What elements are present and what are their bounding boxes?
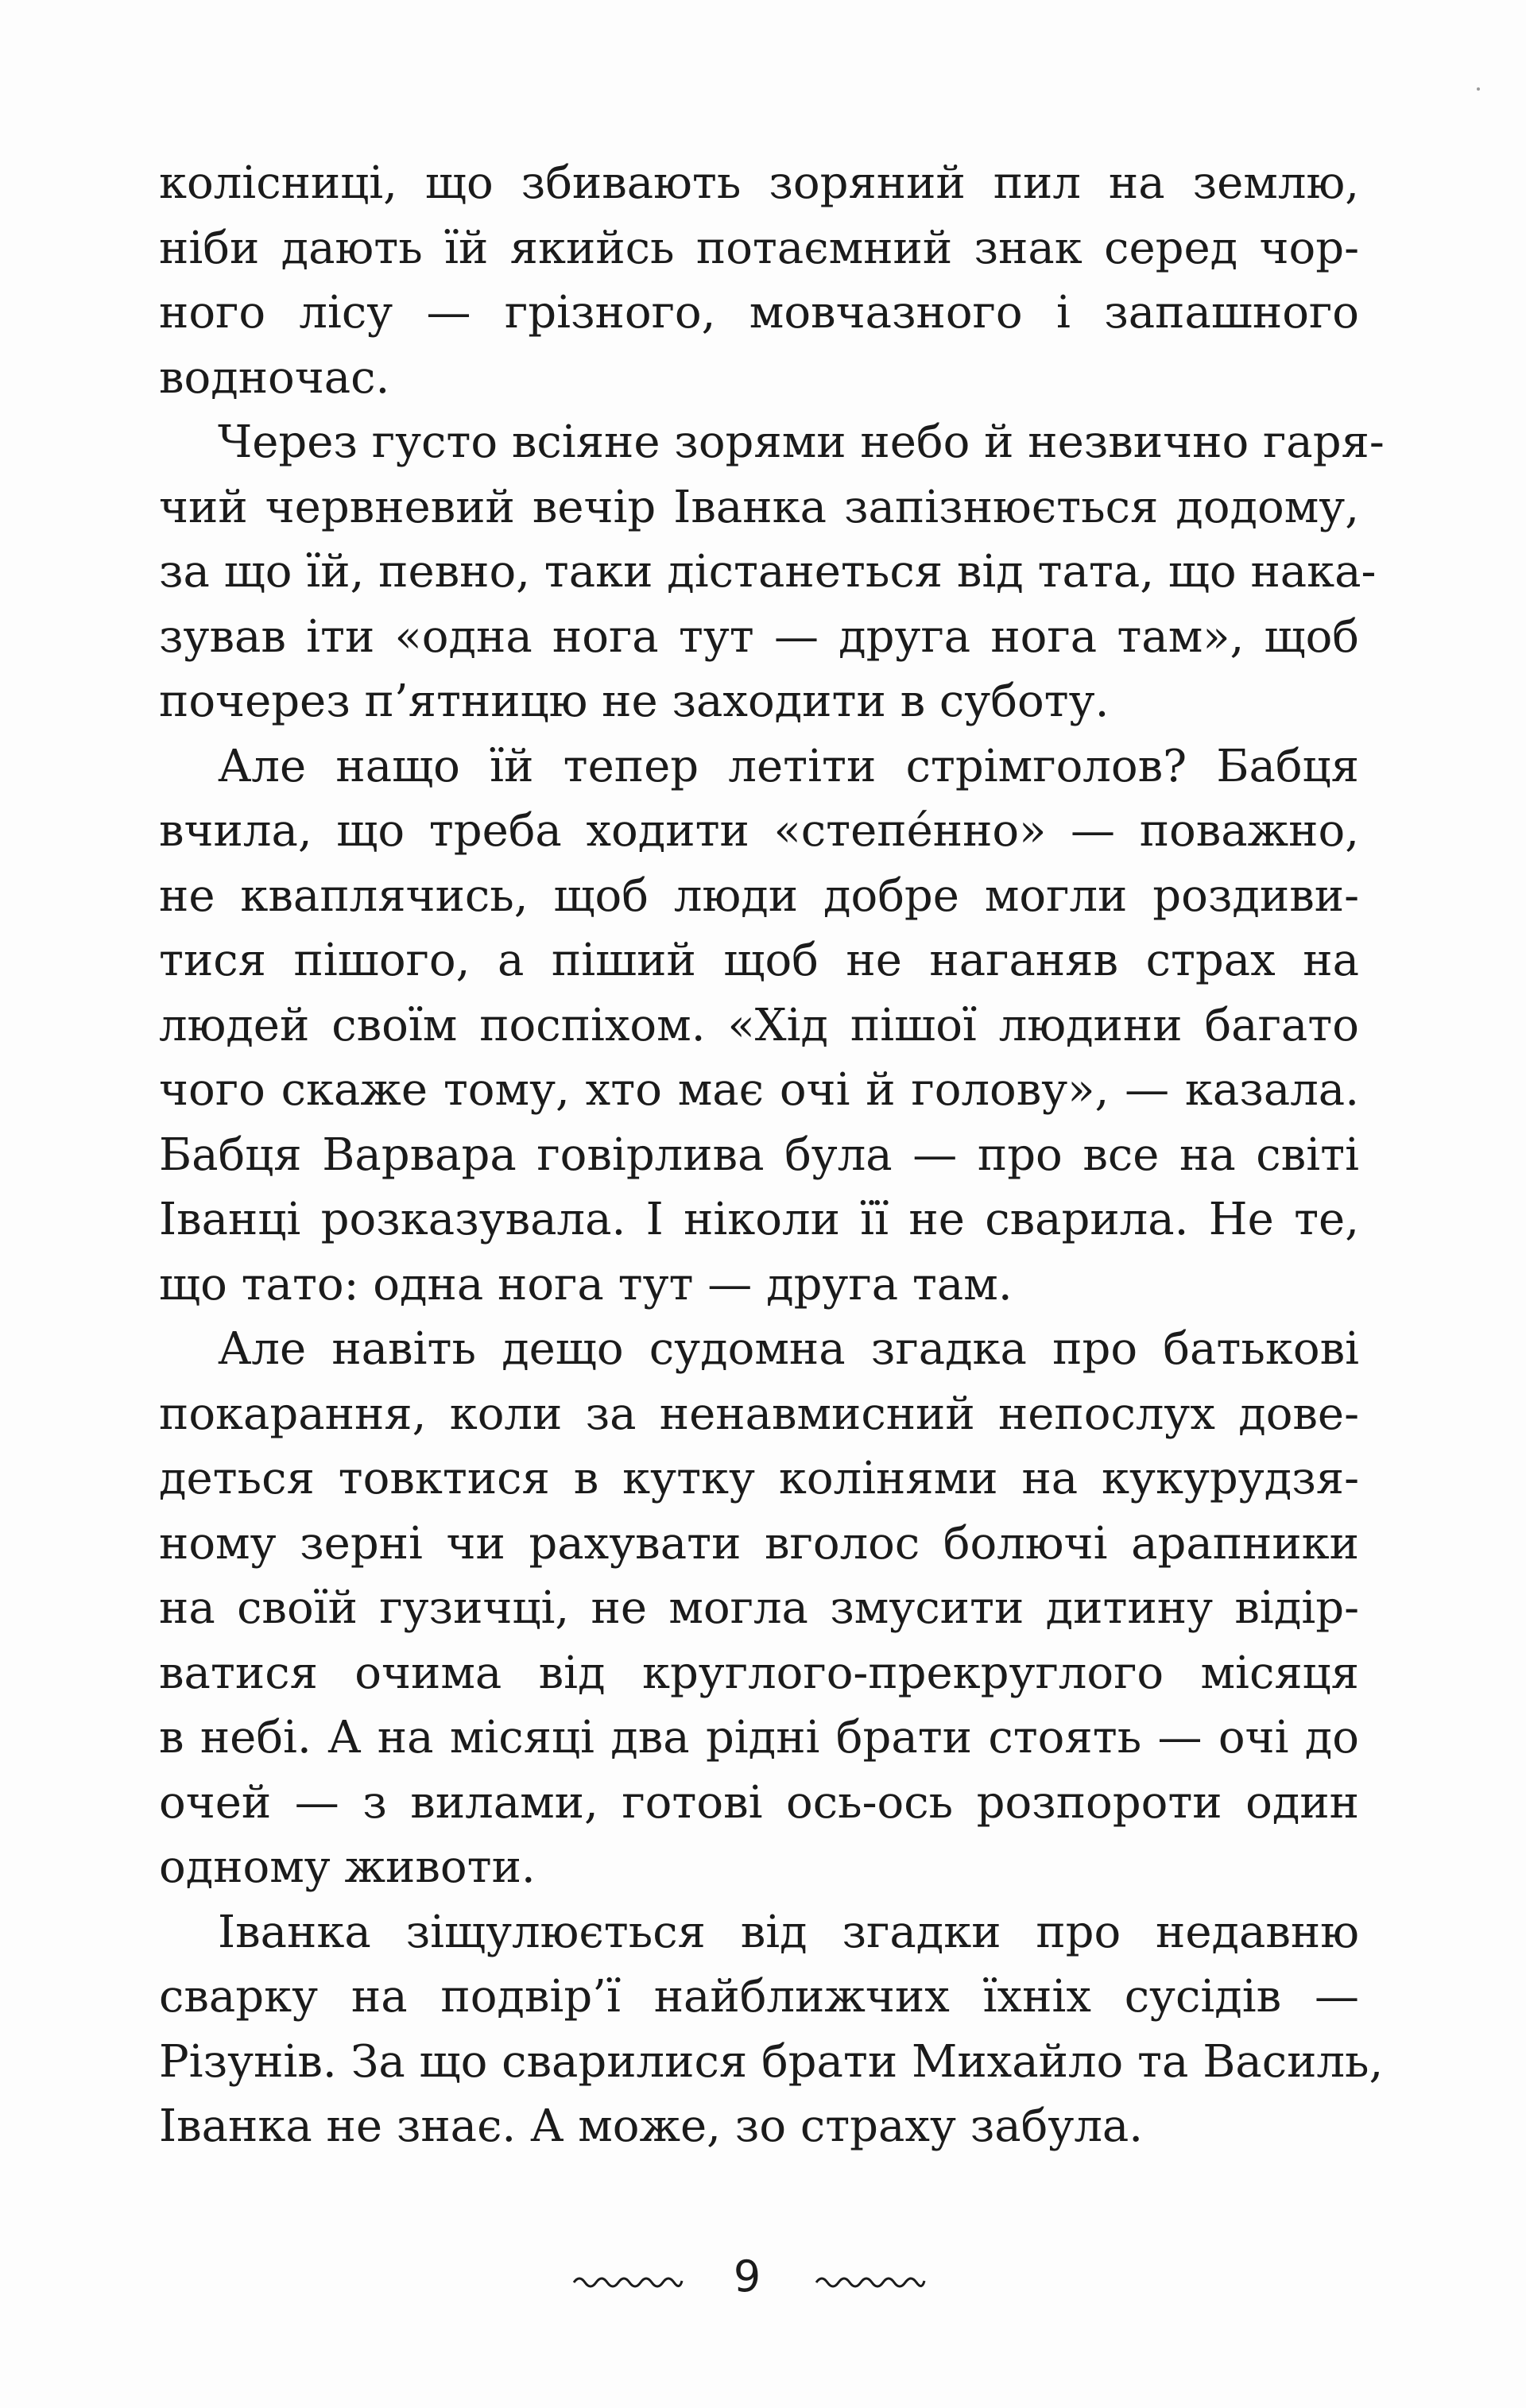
text-line: чий червневий вечір Іванка запізнюється додому, bbox=[159, 481, 1359, 533]
text-line: Але нащо їй тепер летіти стрімголов? Бабця bbox=[218, 740, 1359, 792]
paragraph bbox=[159, 410, 1385, 734]
text-line: Але навіть дещо судомна згадка про батькові bbox=[218, 1323, 1359, 1375]
text-line: сварку на подвір’ї найближчих їхніх сусідів — bbox=[159, 1971, 1359, 2023]
text-line: очей — з вилами, готові ось-ось розпороти один bbox=[159, 1776, 1359, 1829]
text-line: Іванка не знає. А може, зо страху забула. bbox=[159, 2100, 1144, 2152]
text-line: деться товктися в кутку колінями на кукурудзя- bbox=[159, 1453, 1359, 1504]
wave-ornament-icon bbox=[572, 2270, 684, 2289]
body-text bbox=[159, 151, 1385, 2159]
text-line: Бабця Варвара говірлива була — про все на світі bbox=[159, 1129, 1359, 1181]
text-line: Через густо всіяне зорями небо й незвично гаря- bbox=[218, 416, 1385, 468]
paragraph bbox=[159, 1900, 1384, 2159]
text-line: ному зерні чи рахувати вголос болючі арапники bbox=[159, 1517, 1359, 1570]
text-line: одному животи. bbox=[159, 1841, 536, 1893]
text-line: водночас. bbox=[159, 351, 390, 404]
text-line: ніби дають їй якийсь потаємний знак серед чор- bbox=[159, 222, 1359, 274]
text-line: Іванці розказувала. І ніколи її не сварила. Не те, bbox=[159, 1194, 1359, 1245]
text-line: покарання, коли за ненавмисний непослух дове- bbox=[159, 1388, 1359, 1440]
paragraph bbox=[159, 734, 1359, 1318]
text-line: не кваплячись, щоб люди добре могли роздиви- bbox=[159, 869, 1359, 922]
text-line: людей своїм поспіхом. «Хід пішої людини багато bbox=[159, 999, 1359, 1051]
text-line: колісниці, що збивають зоряний пил на землю, bbox=[159, 157, 1359, 209]
text-line: що тато: одна нога тут — друга там. bbox=[159, 1258, 1013, 1310]
paragraph bbox=[159, 1317, 1359, 1900]
text-line: за що їй, певно, таки дістанеться від тата, що нака- bbox=[159, 546, 1377, 598]
text-line: в небі. А на місяці два рідні брати стоять — очі до bbox=[159, 1712, 1359, 1763]
text-line: ватися очима від круглого-прекруглого місяця bbox=[159, 1647, 1359, 1699]
text-line: чого скаже тому, хто має очі й голову», — казала. bbox=[159, 1064, 1359, 1116]
text-line: Іванка зіщулюється від згадки про недавню bbox=[218, 1906, 1359, 1958]
text-line: Різунів. За що сварилися брати Михайло та Василь, bbox=[159, 2035, 1384, 2088]
text-line: на своїй гузичці, не могла змусити дитину відір- bbox=[159, 1582, 1359, 1634]
page-footer bbox=[0, 2249, 1526, 2313]
wave-ornament-icon bbox=[815, 2270, 926, 2289]
text-line: тися пішого, а піший щоб не наганяв страх на bbox=[159, 935, 1359, 986]
page-number: 9 bbox=[733, 2251, 761, 2302]
text-line: вчила, що треба ходити «степе́нно» — поважно, bbox=[159, 805, 1359, 857]
text-line: почерез п’ятницю не заходити в суботу. bbox=[159, 676, 1110, 727]
text-line: ного лісу — грізного, мовчазного і запашного bbox=[159, 287, 1359, 339]
paragraph bbox=[159, 151, 1359, 410]
text-line: зував іти «одна нога тут — друга нога там», щоб bbox=[159, 610, 1359, 663]
paper-speck bbox=[1477, 87, 1480, 91]
